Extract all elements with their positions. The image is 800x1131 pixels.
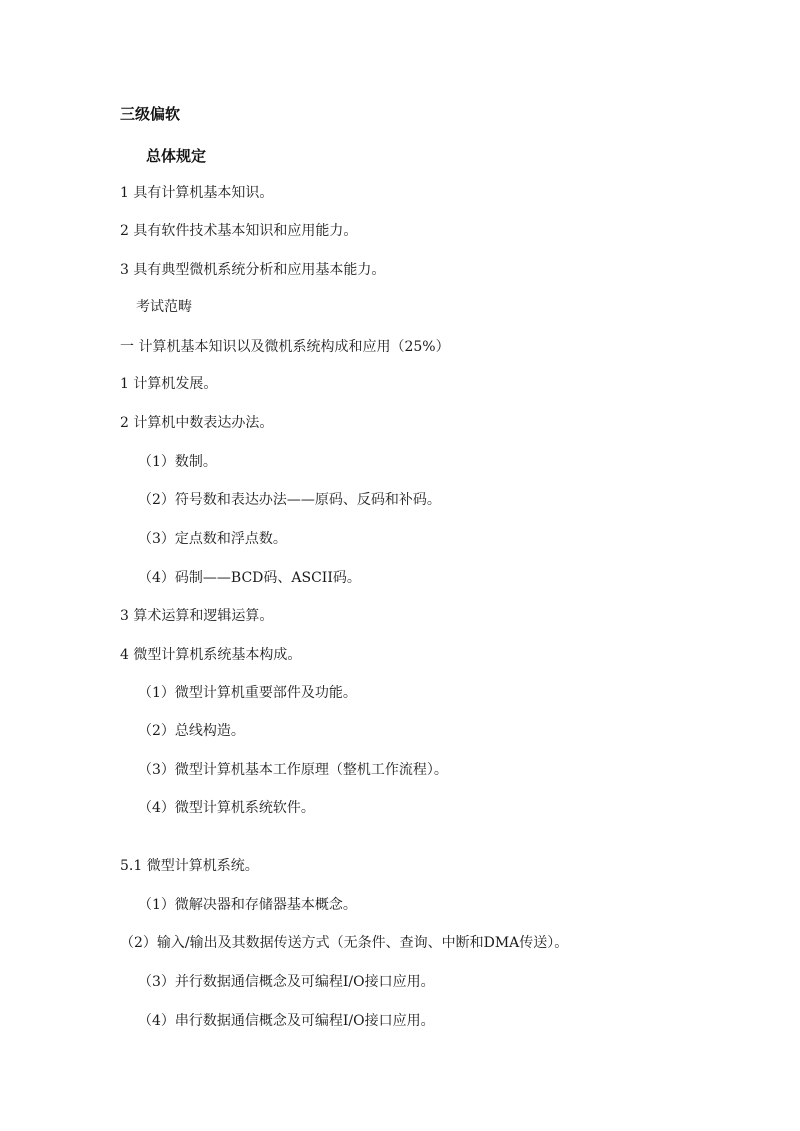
sub-list-item: （3）定点数和浮点数。 bbox=[138, 531, 287, 547]
sub-list-item: （4）码制——BCD码、ASCII码。 bbox=[138, 570, 361, 586]
list-item: 4 微型计算机系统基本构成。 bbox=[120, 647, 302, 663]
sub-list-item: （1）数制。 bbox=[138, 454, 217, 470]
section-heading-general: 总体规定 bbox=[146, 147, 207, 165]
sub-list-item: （3）微型计算机基本工作原理（整机工作流程）。 bbox=[138, 762, 448, 778]
sub-list-item: （4）串行数据通信概念及可编程I/O接口应用。 bbox=[138, 1013, 435, 1029]
part-heading: 一 计算机基本知识以及微机系统构成和应用（25%） bbox=[120, 339, 450, 355]
list-item: 3 算术运算和逻辑运算。 bbox=[120, 608, 274, 624]
sub-list-item: （3）并行数据通信概念及可编程I/O接口应用。 bbox=[138, 974, 435, 990]
list-item: 1 计算机发展。 bbox=[120, 376, 218, 392]
sub-list-item: （1）微解决器和存储器基本概念。 bbox=[138, 897, 357, 913]
general-item: 2 具有软件技术基本知识和应用能力。 bbox=[120, 223, 358, 239]
list-item: 5.1 微型计算机系统。 bbox=[120, 858, 259, 874]
general-item: 1 具有计算机基本知识。 bbox=[120, 185, 274, 201]
list-item: 2 计算机中数表达办法。 bbox=[120, 415, 274, 431]
general-item: 3 具有典型微机系统分析和应用基本能力。 bbox=[120, 262, 386, 278]
document-title: 三级偏软 bbox=[120, 105, 181, 123]
sub-list-item: （2）总线构造。 bbox=[138, 723, 245, 739]
section-heading-scope: 考试范畴 bbox=[136, 299, 192, 315]
sub-list-item: （2）符号数和表达办法——原码、反码和补码。 bbox=[138, 492, 441, 508]
sub-list-item: （2）输入/输出及其数据传送方式（无条件、查询、中断和DMA传送）。 bbox=[120, 935, 569, 951]
sub-list-item: （4）微型计算机系统软件。 bbox=[138, 800, 315, 816]
sub-list-item: （1）微型计算机重要部件及功能。 bbox=[138, 685, 357, 701]
